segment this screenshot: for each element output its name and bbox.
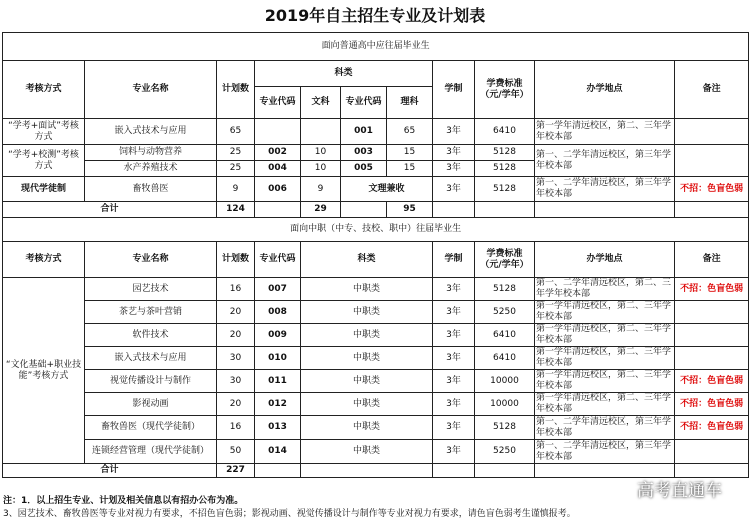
fee-cell: 10000 — [475, 393, 535, 416]
major-cell: 茶艺与茶叶营销 — [85, 301, 217, 324]
header-li: 理科 — [387, 87, 433, 119]
location-cell: 第一学年清远校区，第二、三年学年校本部 — [535, 301, 675, 324]
header-major: 专业名称 — [85, 242, 217, 278]
remark-cell — [675, 347, 749, 370]
fee-cell: 5128 — [475, 278, 535, 301]
major-cell: 畜牧兽医 — [85, 177, 217, 202]
wen-cell: 9 — [301, 177, 341, 202]
plan-cell: 50 — [217, 440, 255, 464]
li-code-cell: 005 — [341, 161, 387, 177]
table-row — [3, 177, 749, 202]
remark-cell — [675, 119, 749, 145]
method-cell: “学考+面试”考核方式 — [3, 119, 85, 145]
page-title: 2019年自主招生专业及计划表 — [264, 6, 486, 25]
plan-cell: 16 — [217, 278, 255, 301]
years-cell: 3年 — [433, 440, 475, 464]
header-fee: 学费标准（元/学年） — [475, 61, 535, 119]
major-cell: 水产养殖技术 — [85, 161, 217, 177]
table-row — [3, 119, 749, 145]
years-cell: 3年 — [433, 370, 475, 393]
plan-cell: 30 — [217, 347, 255, 370]
li-cell: 15 — [387, 145, 433, 161]
years-cell: 3年 — [433, 301, 475, 324]
header-wen-code: 专业代码 — [255, 87, 301, 119]
total-plan: 227 — [217, 464, 255, 478]
location-cell: 第一学年清远校区，第二、三年学年校本部 — [535, 393, 675, 416]
years-cell: 3年 — [433, 324, 475, 347]
wen-code-cell — [255, 119, 301, 145]
header-remark: 备注 — [675, 242, 749, 278]
years-cell: 3年 — [433, 393, 475, 416]
table-row — [3, 301, 749, 324]
location-cell: 第一学年清远校区，第二、三年学年校本部 — [535, 324, 675, 347]
section2-heading: 面向中职（中专、技校、职中）往届毕业生 — [3, 218, 749, 242]
category-cell: 中职类 — [301, 416, 433, 440]
header-category: 科类 — [255, 61, 433, 87]
wen-cell: 10 — [301, 161, 341, 177]
plan-cell: 65 — [217, 119, 255, 145]
wen-code-cell: 002 — [255, 145, 301, 161]
table-row — [3, 416, 749, 440]
total-plan: 124 — [217, 202, 255, 218]
location-cell: 第一、二学年清远校区，第三年学年校本部 — [535, 416, 675, 440]
note-line: 3、园艺技术、畜牧兽医等专业对视力有要求，不招色盲色弱；影视动画、视觉传播设计与制作等专业对视力有要求，请色盲色弱考生谨慎报考。 — [3, 509, 576, 519]
location-cell: 第一、二学年清远校区，第三年学年校本部 — [535, 145, 675, 177]
li-cell: 65 — [387, 119, 433, 145]
code-cell: 011 — [255, 370, 301, 393]
li-code-cell: 文理兼收 — [341, 177, 433, 202]
total-wen: 29 — [301, 202, 341, 218]
remark-cell — [675, 324, 749, 347]
category-cell: 中职类 — [301, 324, 433, 347]
wen-cell — [301, 119, 341, 145]
fee-cell: 6410 — [475, 119, 535, 145]
header-major: 专业名称 — [85, 61, 217, 119]
plan-cell: 25 — [217, 145, 255, 161]
major-cell: 畜牧兽医（现代学徒制） — [85, 416, 217, 440]
table-row — [3, 278, 749, 301]
header-fee: 学费标准（元/学年） — [475, 242, 535, 278]
code-cell: 012 — [255, 393, 301, 416]
note-line: 注：1．以上招生专业、计划及相关信息以有招办公布为准。 — [3, 496, 244, 506]
total-li: 95 — [387, 202, 433, 218]
header-location: 办学地点 — [535, 242, 675, 278]
plan-cell: 25 — [217, 161, 255, 177]
fee-cell: 5250 — [475, 301, 535, 324]
fee-cell: 5250 — [475, 440, 535, 464]
major-cell: 影视动画 — [85, 393, 217, 416]
plan-cell: 16 — [217, 416, 255, 440]
table-row — [3, 370, 749, 393]
major-cell: 饲料与动物营养 — [85, 145, 217, 161]
total-row — [3, 202, 749, 218]
plan-cell: 30 — [217, 370, 255, 393]
method-cell: “文化基础+职业技能”考核方式 — [3, 278, 85, 464]
fee-cell: 6410 — [475, 347, 535, 370]
header-li-code: 专业代码 — [341, 87, 387, 119]
category-cell: 中职类 — [301, 440, 433, 464]
location-cell: 第一、二学年清远校区，第三年学年校本部 — [535, 440, 675, 464]
years-cell: 3年 — [433, 145, 475, 161]
method-cell: 现代学徒制 — [3, 177, 85, 202]
remark-cell: 不招：色盲色弱 — [675, 393, 749, 416]
location-cell: 第一学年清远校区，第二、三年学年校本部 — [535, 119, 675, 145]
method-cell: “学考+校测”考核方式 — [3, 145, 85, 177]
fee-cell: 5128 — [475, 161, 535, 177]
category-cell: 中职类 — [301, 393, 433, 416]
plan-cell: 9 — [217, 177, 255, 202]
location-cell: 第一学年清远校区，第二、三年学年校本部 — [535, 347, 675, 370]
category-cell: 中职类 — [301, 347, 433, 370]
location-cell: 第一、二学年清远校区，第二、三年学年校本部 — [535, 278, 675, 301]
code-cell: 008 — [255, 301, 301, 324]
fee-cell: 5128 — [475, 416, 535, 440]
years-cell: 3年 — [433, 416, 475, 440]
major-cell: 园艺技术 — [85, 278, 217, 301]
code-cell: 007 — [255, 278, 301, 301]
footnotes — [3, 495, 747, 521]
category-cell: 中职类 — [301, 278, 433, 301]
remark-cell: 不招：色盲色弱 — [675, 177, 749, 202]
remark-cell: 不招：色盲色弱 — [675, 416, 749, 440]
category-cell: 中职类 — [301, 370, 433, 393]
section1-heading: 面向普通高中应往届毕业生 — [3, 33, 749, 61]
enrollment-plan-table — [2, 32, 749, 478]
code-cell: 009 — [255, 324, 301, 347]
wen-code-cell: 006 — [255, 177, 301, 202]
category-cell: 中职类 — [301, 301, 433, 324]
table-row — [3, 393, 749, 416]
major-cell: 连锁经营管理（现代学徒制） — [85, 440, 217, 464]
major-cell: 嵌入式技术与应用 — [85, 119, 217, 145]
code-cell: 013 — [255, 416, 301, 440]
header-code: 专业代码 — [255, 242, 301, 278]
remark-cell — [675, 301, 749, 324]
fee-cell: 10000 — [475, 370, 535, 393]
fee-cell: 5128 — [475, 145, 535, 161]
header-wen: 文科 — [301, 87, 341, 119]
header-method: 考核方式 — [3, 242, 85, 278]
header-category: 科类 — [301, 242, 433, 278]
remark-cell: 不招：色盲色弱 — [675, 278, 749, 301]
li-code-cell: 003 — [341, 145, 387, 161]
fee-cell: 5128 — [475, 177, 535, 202]
remark-cell — [675, 440, 749, 464]
plan-cell: 20 — [217, 324, 255, 347]
remark-cell — [675, 145, 749, 177]
years-cell: 3年 — [433, 177, 475, 202]
table-row — [3, 440, 749, 464]
table-row — [3, 145, 749, 161]
wen-code-cell: 004 — [255, 161, 301, 177]
total-label: 合计 — [3, 202, 217, 218]
header-plan: 计划数 — [217, 242, 255, 278]
years-cell: 3年 — [433, 278, 475, 301]
major-cell: 软件技术 — [85, 324, 217, 347]
total-label: 合计 — [3, 464, 217, 478]
plan-cell: 20 — [217, 301, 255, 324]
header-plan: 计划数 — [217, 61, 255, 119]
table-row — [3, 347, 749, 370]
li-code-cell: 001 — [341, 119, 387, 145]
code-cell: 014 — [255, 440, 301, 464]
years-cell: 3年 — [433, 161, 475, 177]
location-cell: 第一学年清远校区，第二、三年学年校本部 — [535, 370, 675, 393]
location-cell: 第一、二学年清远校区，第三年学年校本部 — [535, 177, 675, 202]
header-location: 办学地点 — [535, 61, 675, 119]
code-cell: 010 — [255, 347, 301, 370]
years-cell: 3年 — [433, 347, 475, 370]
header-method: 考核方式 — [3, 61, 85, 119]
wen-cell: 10 — [301, 145, 341, 161]
plan-cell: 20 — [217, 393, 255, 416]
fee-cell: 6410 — [475, 324, 535, 347]
li-cell: 15 — [387, 161, 433, 177]
major-cell: 视觉传播设计与制作 — [85, 370, 217, 393]
watermark: 高考直通车 — [637, 481, 722, 501]
table-row — [3, 324, 749, 347]
years-cell: 3年 — [433, 119, 475, 145]
header-remark: 备注 — [675, 61, 749, 119]
header-years: 学制 — [433, 61, 475, 119]
header-years: 学制 — [433, 242, 475, 278]
major-cell: 嵌入式技术与应用 — [85, 347, 217, 370]
remark-cell: 不招：色盲色弱 — [675, 370, 749, 393]
